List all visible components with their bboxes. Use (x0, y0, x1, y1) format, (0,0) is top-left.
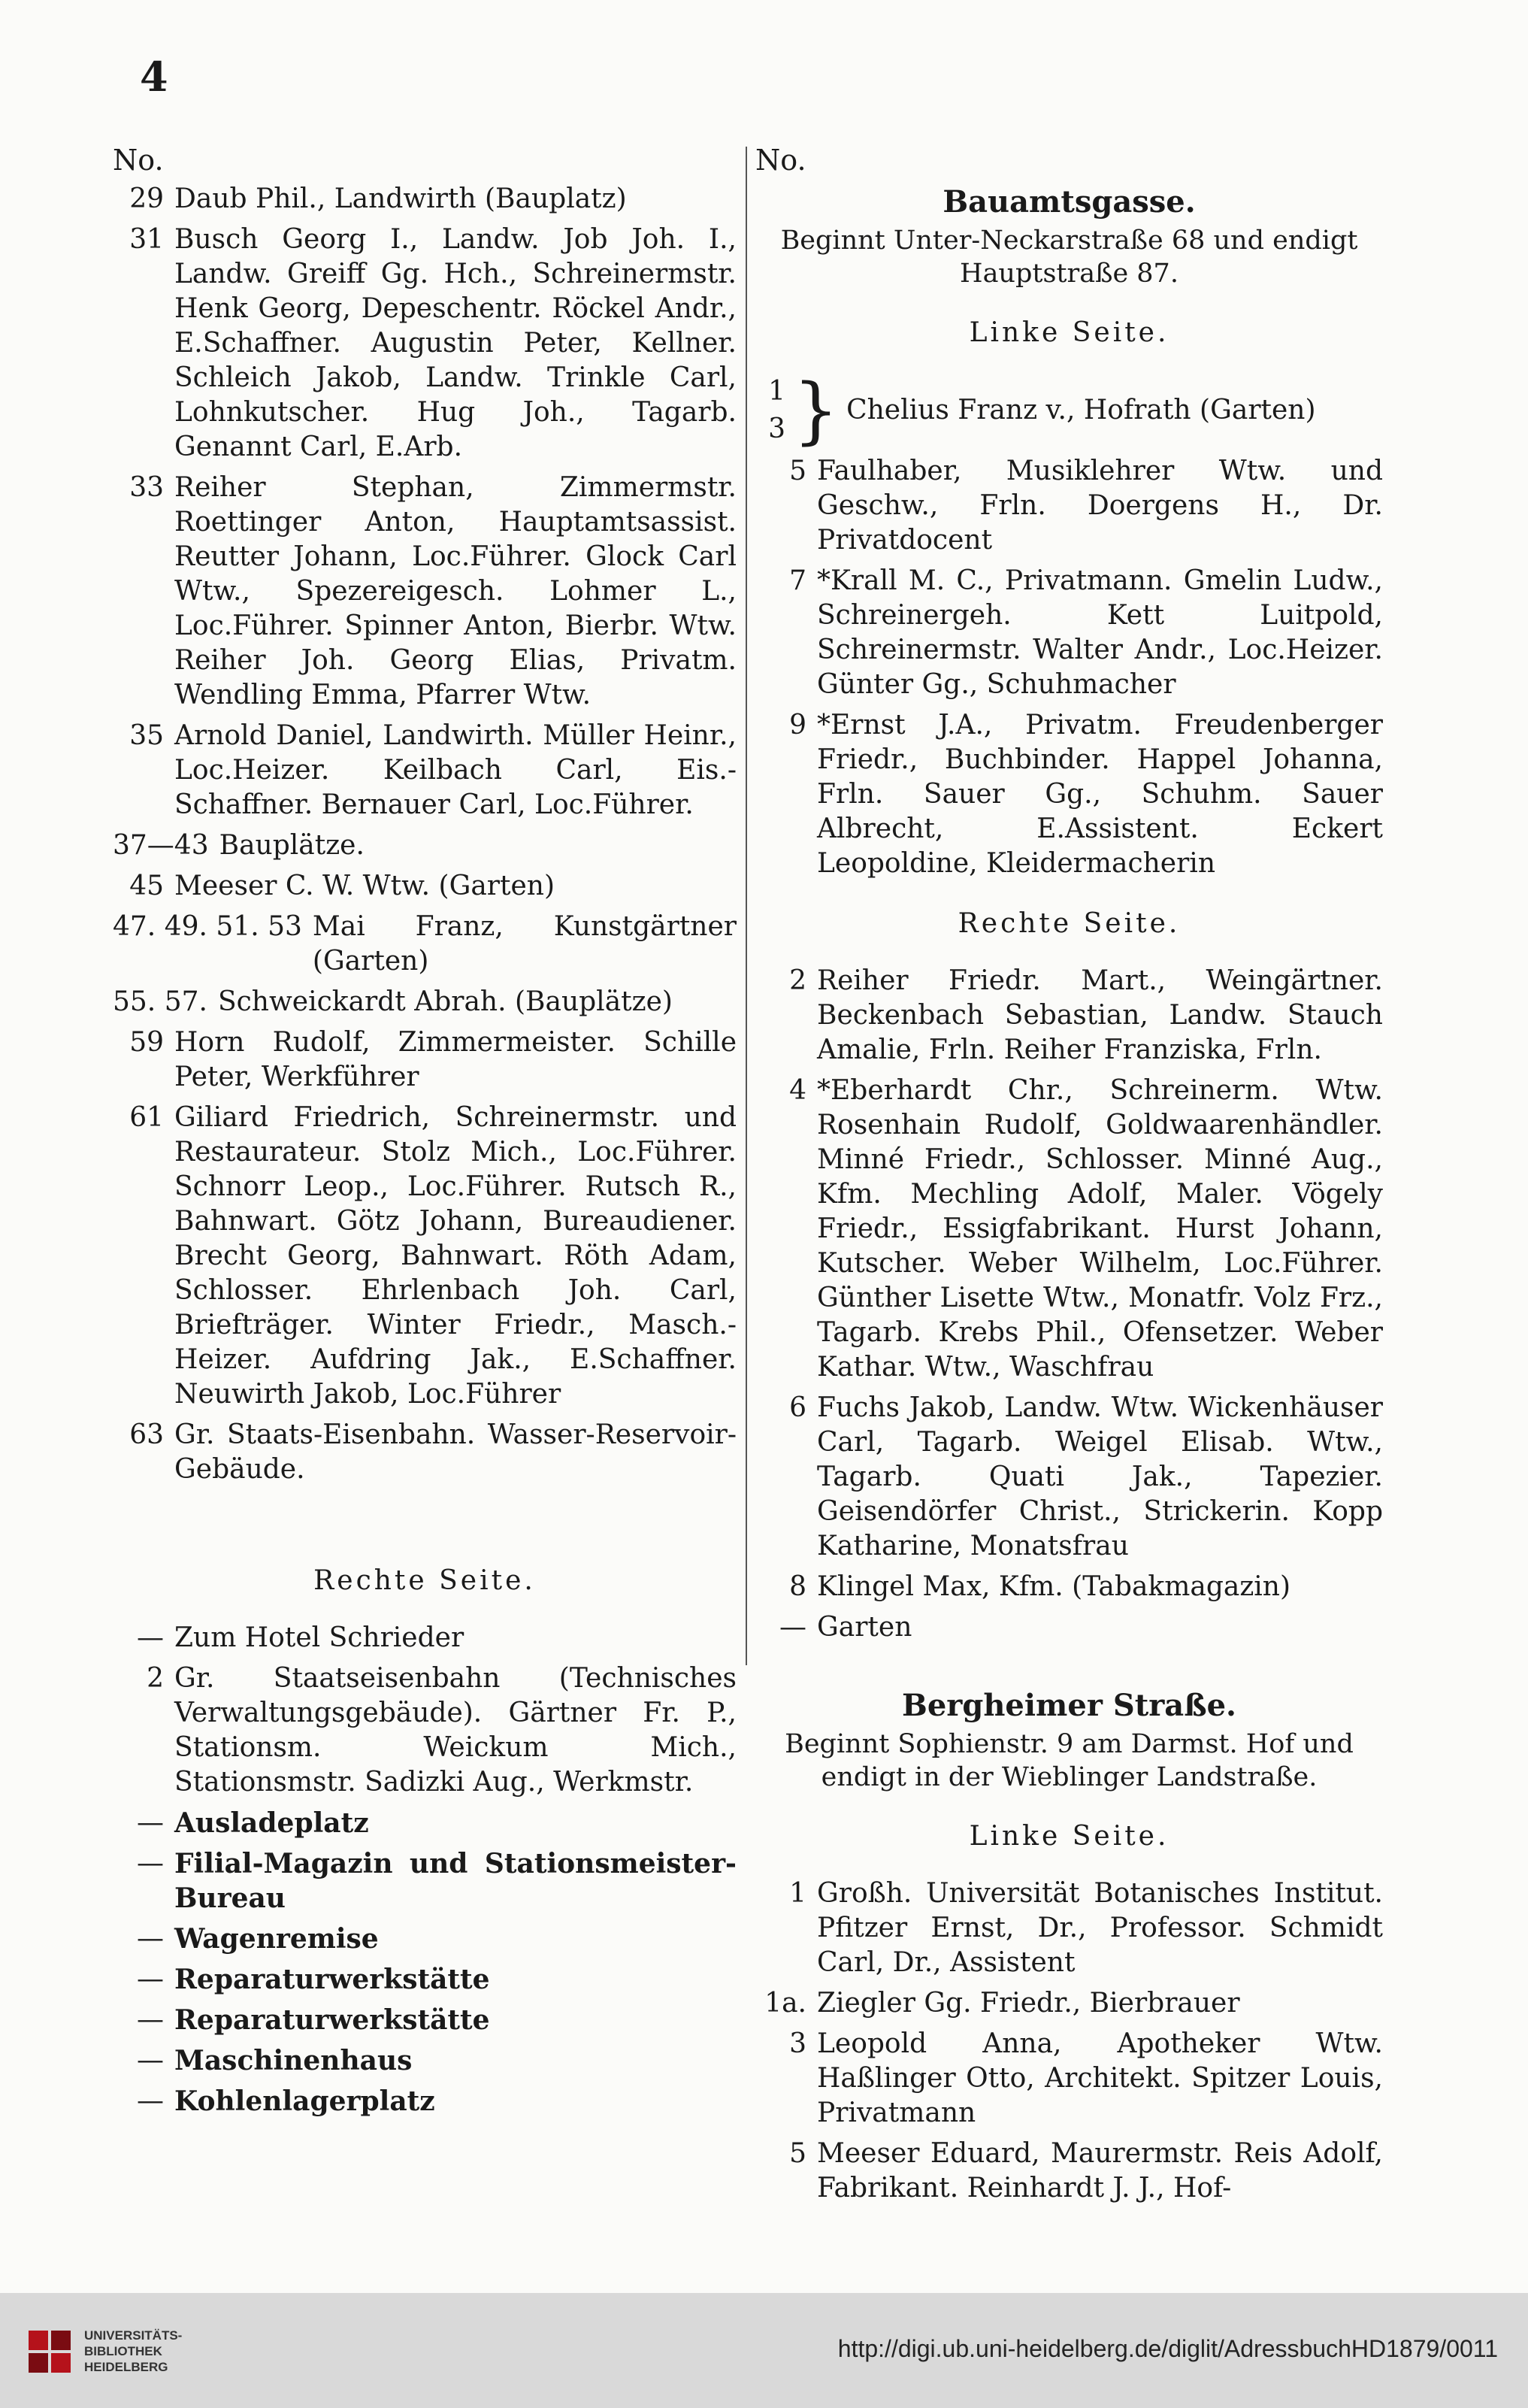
entry-text: Reparaturwerkstätte (174, 1964, 490, 1995)
entry-text: Schweickardt Abrah. (Bauplätze) (217, 986, 673, 1017)
bauamtsgasse-right-entries (755, 964, 1383, 1645)
entry-number: 5 (789, 456, 806, 486)
entry-text: Ziegler Gg. Friedr., Bierbrauer (817, 1988, 1240, 2019)
bergheimer-left-entries (755, 1876, 1383, 2206)
right-column (755, 143, 1383, 2212)
brace-numbers (755, 373, 785, 448)
entry-number: 2 (147, 1663, 164, 1694)
entry-number: — (137, 2004, 164, 2035)
entry-number: — (779, 1612, 806, 1643)
entry-text: Reiher Friedr. Mart., Weingärtner. Beckenbach Sebastian, Landw. Stauch Amalie, Frln. Reiher Franziska, Frln. (817, 965, 1383, 1065)
entry-number: 37—43 (113, 830, 209, 861)
entry-number: 6 (789, 1392, 806, 1423)
left-column-header: No. (113, 144, 164, 177)
list-item (113, 1846, 737, 1916)
entry-number: 5 (789, 2138, 806, 2169)
list-item (755, 1876, 1383, 1980)
entry-text: Gr. Staats-Eisenbahn. Wasser-Reservoir-Gebäude. (174, 1419, 737, 1485)
list-item (755, 2137, 1383, 2206)
list-item (755, 1570, 1383, 1604)
list-item (113, 223, 737, 465)
entry-text: Meeser C. W. Wtw. (Garten) (174, 871, 555, 901)
entry-number: 1 (789, 1878, 806, 1909)
entry-text: Reiher Stephan, Zimmermstr. Roettinger Anton, Hauptamtsassist. Reutter Johann, Loc.Führer. Glock Carl Wtw., Spezereigesch. Lohmer L., Loc.Führer. Spinner Anton, Bierbr. Wtw. Reiher Joh. Georg Elias, Privatm. Wendling Emma, Pfarrer Wtw. (174, 472, 737, 710)
entry-text: Fuchs Jakob, Landw. Wtw. Wickenhäuser Carl, Tagarb. Weigel Elisab. Wtw., Tagarb. Quati Jak., Tapezier. Geisendörfer Christ., Strickerin. Kopp Katharine, Monatsfrau (817, 1392, 1383, 1561)
section-title-bauamtsgasse: Bauamtsgasse. (943, 184, 1196, 220)
entry-text: *Ernst J.A., Privatm. Freudenberger Friedr., Buchbinder. Happel Johanna, Frln. Sauer Gg., Schuhm. Sauer Albrecht, E.Assistent. Eckert Leopoldine, Kleidermacherin (817, 710, 1383, 879)
source-url-link[interactable]: http://digi.ub.uni-heidelberg.de/diglit/AdressbuchHD1879/0011 (837, 2335, 1498, 2362)
brace-entry-text: Chelius Franz v., Hofrath (Garten) (846, 395, 1316, 426)
brace-entry (755, 368, 1383, 453)
list-item (113, 2084, 737, 2119)
list-item (113, 471, 737, 713)
entry-text: Leopold Anna, Apotheker Wtw. Haßlinger Otto, Architekt. Spitzer Louis, Privatmann (817, 2028, 1383, 2128)
entry-text: Ausladeplatz (174, 1807, 369, 1839)
entry-number: 9 (789, 710, 806, 741)
entry-text: Reparaturwerkstätte (174, 2004, 490, 2036)
entry-text: Klingel Max, Kfm. (Tabakmagazin) (817, 1571, 1291, 1602)
list-item (755, 1986, 1383, 2021)
viewer-footer (0, 2293, 1528, 2408)
list-item (113, 1922, 737, 1956)
entry-number: 29 (129, 183, 164, 214)
entry-number: 63 (129, 1419, 164, 1450)
entry-number: — (137, 1622, 164, 1653)
list-item (755, 1391, 1383, 1564)
side-label-linke-seite: Linke Seite. (969, 317, 1169, 348)
section-desc-bergheimer-strasse: Beginnt Sophienstr. 9 am Darmst. Hof und endigt in der Wieblinger Landstraße. (785, 1729, 1354, 1792)
side-label-linke-seite-2: Linke Seite. (969, 1821, 1169, 1852)
entry-number: — (137, 1848, 164, 1879)
entry-text: Mai Franz, Kunstgärtner (Garten) (312, 911, 737, 977)
entry-number: — (137, 1807, 164, 1838)
entry-text: Garten (817, 1612, 912, 1643)
list-item (113, 1418, 737, 1487)
entry-number: 55. 57. (113, 986, 207, 1017)
entry-number: 61 (129, 1102, 164, 1133)
entry-text: Maschinenhaus (174, 2045, 413, 2076)
list-item (755, 708, 1383, 881)
entry-text: Busch Georg I., Landw. Job Joh. I., Landw. Greiff Gg. Hch., Schreinermstr. Henk Georg, Depeschentr. Röckel Andr., E.Schaffner. Augustin Peter, Kellner. Schleich Jakob, Landw. Trinkle Carl, Lohnkutscher. Hug Joh., Tagarb. Genannt Carl, E.Arb. (174, 224, 737, 462)
list-item (113, 182, 737, 217)
entry-text: Wagenremise (174, 1923, 379, 1955)
entry-number: 59 (129, 1027, 164, 1058)
entry-number: 31 (129, 224, 164, 255)
entry-number: 7 (789, 565, 806, 596)
list-item (113, 1025, 737, 1095)
entry-text: Zum Hotel Schrieder (174, 1622, 464, 1653)
entry-text: Bauplätze. (219, 830, 365, 861)
list-item (113, 828, 737, 863)
library-logo (29, 2328, 182, 2375)
entry-number: 4 (789, 1075, 806, 1106)
entry-number: 2 (789, 965, 806, 996)
list-item (113, 719, 737, 822)
list-item (113, 1621, 737, 1655)
list-item (755, 564, 1383, 702)
entry-number: 8 (789, 1571, 806, 1602)
logo-line-2: BIBLIOTHEK (84, 2344, 162, 2358)
brace-num-bottom: 3 (768, 413, 785, 444)
entry-number: 45 (129, 871, 164, 901)
entry-number: 33 (129, 472, 164, 503)
entry-number: 1a. (764, 1988, 806, 2019)
entry-text: Faulhaber, Musiklehrer Wtw. und Geschw., Frln. Doergens H., Dr. Privatdocent (817, 456, 1383, 556)
brace-glyph: } (793, 368, 840, 453)
entry-number: 35 (129, 720, 164, 751)
page-number: 4 (140, 53, 168, 101)
left-side-label-right: Rechte Seite. (313, 1565, 536, 1596)
left-column (113, 143, 737, 2125)
section-desc-bauamtsgasse: Beginnt Unter-Neckarstraße 68 und endigt Hauptstraße 87. (780, 226, 1358, 289)
list-item (113, 910, 737, 979)
entry-number: 47. 49. 51. 53 (113, 911, 302, 942)
list-item (113, 2043, 737, 2078)
list-item (755, 1074, 1383, 1385)
side-label-rechte-seite: Rechte Seite. (958, 908, 1181, 939)
entry-text: Gr. Staatseisenbahn (Technisches Verwaltungsgebäude). Gärtner Fr. P., Stationsm. Weickum Mich., Stationsmstr. Sadizki Aug., Werkmstr. (174, 1663, 737, 1798)
logo-line-3: HEIDELBERG (84, 2360, 168, 2374)
entry-number: — (137, 1923, 164, 1954)
left-entries (113, 182, 737, 1487)
list-item (113, 869, 737, 904)
list-item (113, 1806, 737, 1840)
left-entries-rechte-seite (113, 1621, 737, 2119)
section-title-bergheimer-strasse: Bergheimer Straße. (902, 1688, 1236, 1723)
entry-text: Giliard Friedrich, Schreinermstr. und Restaurateur. Stolz Mich., Loc.Führer. Schnorr Leop., Loc.Führer. Rutsch R., Bahnwart. Götz Johann, Bureaudiener. Brecht Georg, Bahnwart. Röth Adam, Schlosser. Ehrlenbach Joh. Carl, Briefträger. Winter Friedr., Masch.-Heizer. Aufdring Jak., E.Schaffner. Neuwirth Jakob, Loc.Führer (174, 1102, 737, 1410)
entry-text: *Eberhardt Chr., Schreinerm. Wtw. Rosenhain Rudolf, Goldwaarenhändler. Minné Friedr., Schlosser. Minné Aug., Kfm. Mechling Adolf, Maler. Vögely Friedr., Essigfabrikant. Hurst Johann, Kutscher. Weber Wilhelm, Loc.Führer. Günther Lisette Wtw., Monatfr. Volz Frz., Tagarb. Krebs Phil., Ofensetzer. Weber Kathar. Wtw., Waschfrau (817, 1075, 1383, 1383)
list-item (113, 985, 737, 1019)
entry-text: Meeser Eduard, Maurermstr. Reis Adolf, Fabrikant. Reinhardt J. J., Hof- (817, 2138, 1383, 2204)
library-logo-icon (29, 2331, 71, 2373)
list-item (755, 2027, 1383, 2131)
entry-text: Kohlenlagerplatz (174, 2085, 435, 2117)
list-item (755, 1610, 1383, 1645)
entry-number: — (137, 1964, 164, 1995)
entry-text: Großh. Universität Botanisches Institut. Pfitzer Ernst, Dr., Professor. Schmidt Carl, Dr., Assistent (817, 1878, 1383, 1978)
entry-text: Filial-Magazin und Stationsmeister-Bureau (174, 1848, 737, 1914)
logo-line-1: UNIVERSITÄTS- (84, 2328, 183, 2343)
entry-text: Daub Phil., Landwirth (Bauplatz) (174, 183, 627, 214)
list-item (113, 1661, 737, 1800)
list-item (113, 1962, 737, 1997)
entry-number: 3 (789, 2028, 806, 2059)
list-item (113, 1101, 737, 1412)
entry-number: — (137, 2045, 164, 2076)
list-item (755, 964, 1383, 1068)
entry-text: Arnold Daniel, Landwirth. Müller Heinr., Loc.Heizer. Keilbach Carl, Eis.-Schaffner. Bernauer Carl, Loc.Führer. (174, 720, 737, 820)
column-divider (746, 147, 747, 1665)
entry-text: *Krall M. C., Privatmann. Gmelin Ludw., Schreinergeh. Kett Luitpold, Schreinermstr. Walter Andr., Loc.Heizer. Günter Gg., Schuhmacher (817, 565, 1383, 700)
bauamtsgasse-left-entries (755, 454, 1383, 881)
entry-number: — (137, 2085, 164, 2116)
list-item (755, 454, 1383, 558)
brace-num-top: 1 (768, 376, 785, 407)
entry-text: Horn Rudolf, Zimmermeister. Schille Peter, Werkführer (174, 1027, 737, 1092)
right-column-header: No. (755, 144, 806, 177)
list-item (113, 2003, 737, 2037)
